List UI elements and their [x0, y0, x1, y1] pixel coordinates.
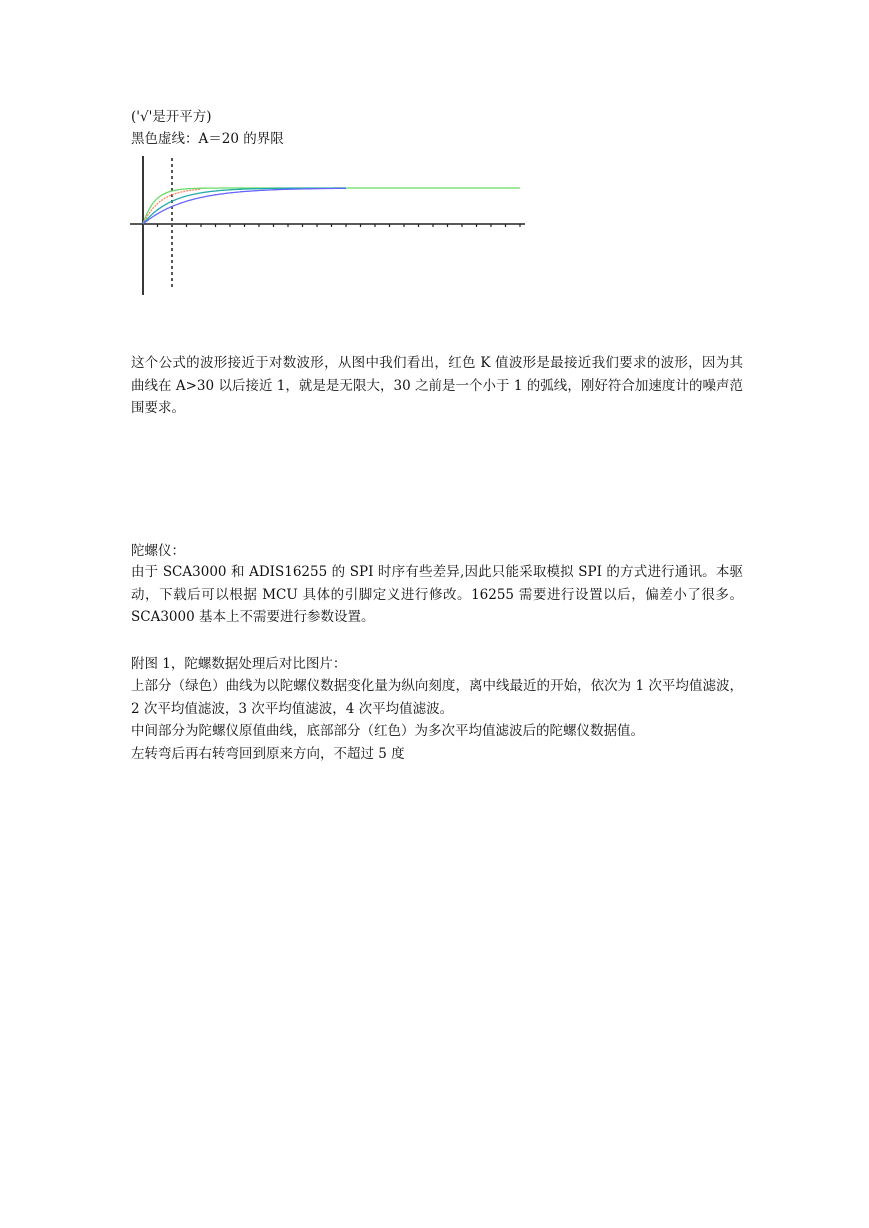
dashed-line-caption: 黑色虚线：A＝20 的界限 [131, 131, 284, 147]
response-curves-chart [128, 152, 528, 297]
figure1-description [131, 675, 743, 765]
waveform-explanation-paragraph [131, 352, 743, 420]
para-middle-bottom: 中间部分为陀螺仪原值曲线，底部部分（红色）为多次平均值滤波后的陀螺仪数据值。 [131, 723, 644, 739]
gyro-heading: 陀螺仪： [131, 543, 185, 559]
curve-series-group [143, 188, 520, 224]
spi-driver-paragraph [131, 561, 743, 629]
para-green-curves: 上部分（绿色）曲线为以陀螺仪数据变化量为纵向刻度，离中线最近的开始，依次为 1 次平均值滤波，2 次平均值滤波，3 次平均值滤波，4 次平均值滤波。 [131, 678, 743, 717]
para-log-waveform: 这个公式的波形接近于对数波形，从图中我们看出，红色 K 值波形是最接近我们要求的波形，因为其曲线在 A>30 以后接近 1，就是是无限大，30 之前是一个小于 1 的弧线，刚好符合加速度计的噪声范围要求。 [131, 355, 743, 416]
para-turn-test: 左转弯后再右转弯回到原来方向，不超过 5 度 [131, 745, 405, 762]
sqrt-note: ('√'是开平方) [131, 109, 212, 125]
figure1-heading: 附图 1，陀螺数据处理后对比图片： [131, 656, 347, 672]
chart-axes [130, 156, 525, 295]
para-spi-driver: 由于 SCA3000 和 ADIS16255 的 SPI 时序有些差异,因此只能采取模拟 SPI 的方式进行通讯。本驱动，下载后可以根据 MCU 具体的引脚定义进行修改。16255 需要进行设置以后，偏差小了很多。SCA3000 基本上不需要进行参数设置。 [131, 564, 743, 625]
